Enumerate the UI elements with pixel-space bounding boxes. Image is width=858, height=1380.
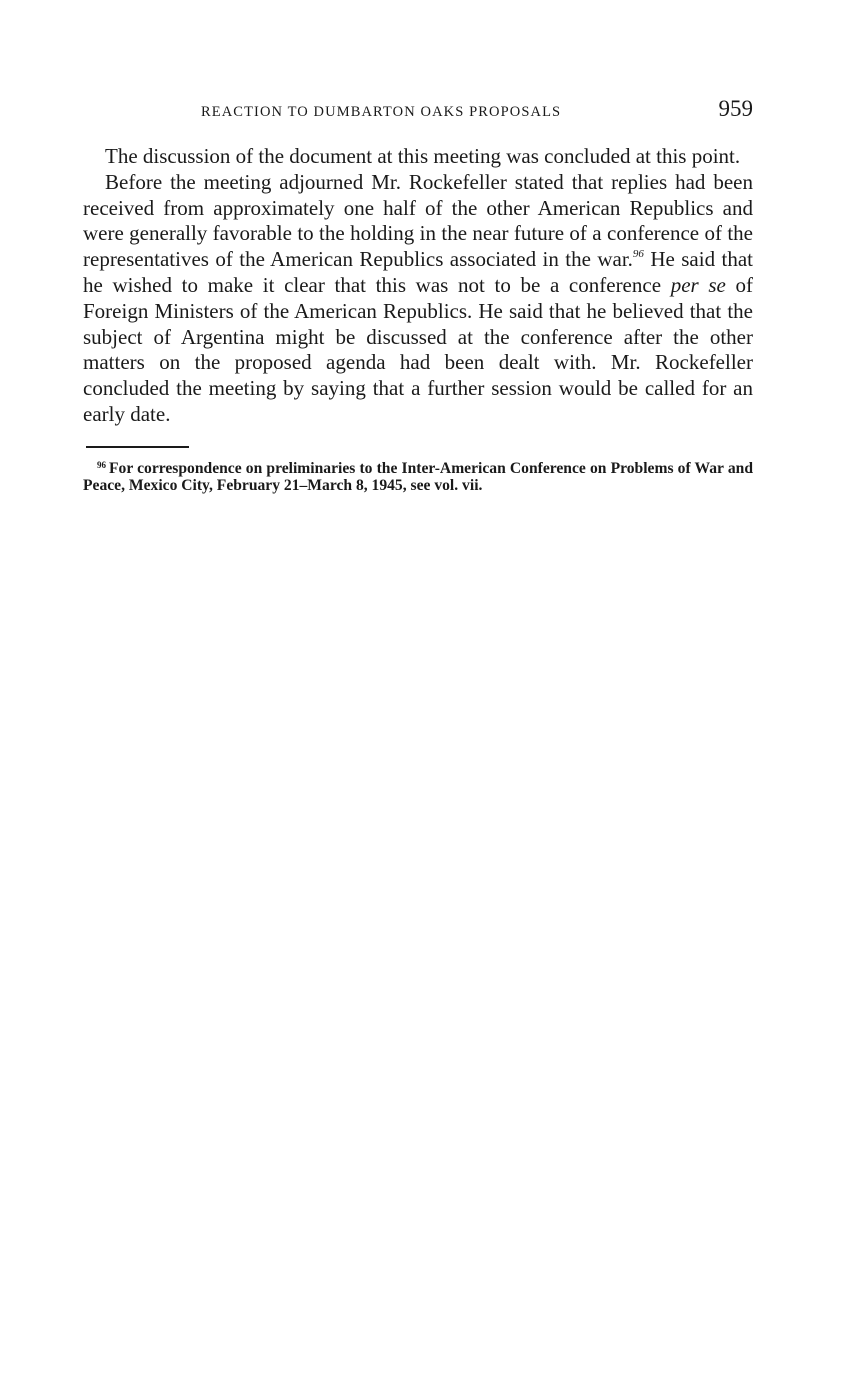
footnote-96 [83,460,753,494]
page-number: 959 [718,96,753,121]
footnote-marker: 96 [97,459,106,470]
document-page [83,96,753,494]
body-text [83,144,753,428]
paragraph-1: The discussion of the document at this meeting was concluded at this point. [105,144,741,168]
running-header [83,96,753,130]
paragraph-2-text-1: Before the meeting adjourned Mr. Rockefeller stated that replies had been received from approximately one half of the other American Republics and were generally favorable to the holding in the near future of a conference of the representatives of the American Republics associated in the war. [83,169,753,272]
footnote-divider [86,446,189,448]
footnote-text: For correspondence on preliminaries to the Inter-American Conference on Problems of War and Peace, Mexico City, February 21–March 8, 1945, see vol. vii. [83,459,753,494]
paragraph-2 [83,170,753,428]
paragraph-2-text-2: He said that he wished to make it clear that this was not to be a conference [83,247,753,297]
paragraph-2-italic-phrase: per se [670,272,726,297]
paragraph-2-text-3: of Foreign Ministers of the American Republics. He said that he believed that the subject of Argentina might be discussed at the conference after the other matters on the proposed agenda had been dealt with. Mr. Rockefeller concluded the meeting by saying that a further session would be called for an early date. [83,272,753,426]
running-title: REACTION TO DUMBARTON OAKS PROPOSALS [201,104,562,120]
footnote-reference-96[interactable]: 96 [632,248,644,261]
